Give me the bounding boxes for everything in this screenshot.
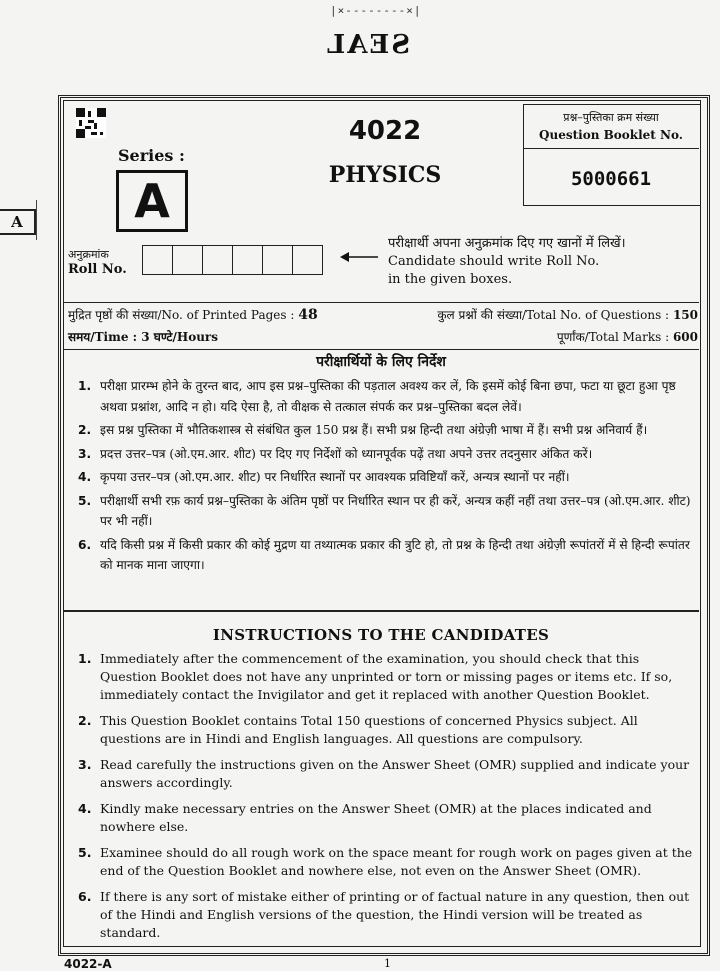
section-divider xyxy=(63,302,699,303)
cut-mark: |×--------×| xyxy=(330,4,422,17)
list-item: 6. यदि किसी प्रश्न में किसी प्रकार की कोई मुद्रण या तथ्यात्मक प्रकार की त्रुटि हो, तो प्रश्न के हिन्दी तथा अंग्रेज़ी रूपांतरों में से हिन्दी रूपांतर को मानक माना जाएगा। xyxy=(78,537,690,572)
list-item: 4. कृपया उत्तर–पत्र (ओ.एम.आर. शीट) पर निर्धारित स्थानों पर आवश्यक प्रविष्टियाँ करें, अन्यत्र स्थानों पर नहीं। xyxy=(78,470,570,484)
list-item: 1. परीक्षा प्रारम्भ होने के तुरन्त बाद, आप इस प्रश्न–पुस्तिका की पड़ताल अवश्य कर लें, कि इसमें कोई बिना छपा, फटा या छूटा हुआ पृष्ठ अथवा प्रश्नांश, आदि न हो। यदि ऐसा है, तो वीक्षक से तत्काल संपर्क कर प्रश्न–पुस्तिका बदल लेवें। xyxy=(78,379,676,414)
series-letter-box: A xyxy=(116,170,188,232)
roll-digit-box[interactable] xyxy=(262,245,293,275)
total-marks-value: 600 xyxy=(672,330,698,344)
booklet-divider xyxy=(523,148,699,149)
roll-note-hindi: परीक्षार्थी अपना अनुक्रमांक दिए गए खानों में लिखें। xyxy=(388,236,626,251)
total-questions xyxy=(437,306,698,323)
series-label: Series : xyxy=(118,146,185,165)
total-questions-label: कुल प्रश्नों की संख्या/Total No. of Questions : xyxy=(437,308,670,322)
section-divider xyxy=(63,610,699,612)
list-item: 6. If there is any sort of mistake either of printing or of factual nature in any question, then out of the Hindi and English versions of the question, the Hindi version will be treated as standard. xyxy=(78,889,690,940)
total-marks xyxy=(557,328,698,345)
exam-code: 4022 xyxy=(348,116,422,146)
footer-code: 4022-A xyxy=(64,957,112,971)
list-item: 1. Immediately after the commencement of the examination, you should check that this Question Booklet does not have any unprinted or torn or missing pages or items etc. If so, immediately contact the Invigilator and get it replaced with another Question Booklet. xyxy=(78,651,673,702)
printed-pages-value: 48 xyxy=(298,307,318,323)
total-marks-label: पूर्णांक/Total Marks : xyxy=(556,330,670,344)
hindi-instructions-heading: परीक्षार्थियों के लिए निर्देश xyxy=(316,354,446,370)
exam-subject: PHYSICS xyxy=(328,162,442,188)
arrow-left-icon xyxy=(340,250,380,264)
booklet-number: 5000661 xyxy=(570,168,652,190)
list-item: 5. परीक्षार्थी सभी रफ़ कार्य प्रश्न–पुस्तिका के अंतिम पृष्ठों पर निर्धारित स्थान पर ही करें, अन्यत्र कहीं नहीं तथा उत्तर–पत्र (ओ.एम.आर. शीट) पर भी नहीं। xyxy=(78,493,691,528)
roll-note-english-2: in the given boxes. xyxy=(388,272,513,287)
list-item: 5. Examinee should do all rough work on the space meant for rough work on pages given at the end of the Question Booklet and nowhere else, not even on the Answer Sheet (OMR). xyxy=(78,845,693,878)
roll-note-english-1: Candidate should write Roll No. xyxy=(388,254,600,269)
roll-digit-box[interactable] xyxy=(292,245,323,275)
section-divider xyxy=(63,349,699,350)
booklet-label-english: Question Booklet No. xyxy=(539,128,683,142)
hindi-instructions-list xyxy=(78,376,696,579)
side-series-tab: A xyxy=(0,209,36,235)
roll-label-english: Roll No. xyxy=(68,262,127,277)
list-item: 2. इस प्रश्न पुस्तिका में भौतिकशास्त्र से संबंधित कुल 150 प्रश्न हैं। सभी प्रश्न हिन्दी तथा अंग्रेज़ी भाषा में हैं। सभी प्रश्न अनिवार्य हैं। xyxy=(78,423,648,437)
english-instructions-heading: INSTRUCTIONS TO THE CANDIDATES xyxy=(212,626,550,644)
page-number: 1 xyxy=(384,957,391,970)
roll-digit-box[interactable] xyxy=(232,245,263,275)
printed-pages-label: मुद्रित पृष्ठों की संख्या/No. of Printed Pages : xyxy=(68,308,295,322)
booklet-label-hindi: प्रश्न–पुस्तिका क्रम संख्या xyxy=(563,111,659,124)
roll-number-boxes[interactable] xyxy=(142,245,322,275)
total-questions-value: 150 xyxy=(672,308,698,322)
exam-time: समय/Time : 3 घण्टे/Hours xyxy=(68,330,218,344)
roll-digit-box[interactable] xyxy=(172,245,203,275)
roll-digit-box[interactable] xyxy=(202,245,233,275)
list-item: 3. Read carefully the instructions given on the Answer Sheet (OMR) supplied and indicate your answers accordingly. xyxy=(78,757,690,790)
roll-label-hindi: अनुक्रमांक xyxy=(68,248,109,261)
qr-code-icon xyxy=(76,108,106,138)
list-item: 4. Kindly make necessary entries on the Answer Sheet (OMR) at the places indicated and nowhere else. xyxy=(78,801,652,834)
roll-instruction xyxy=(388,235,688,289)
roll-digit-box[interactable] xyxy=(142,245,173,275)
english-instructions-list xyxy=(78,650,696,950)
list-item: 2. This Question Booklet contains Total 150 questions of concerned Physics subject. All questions are in Hindi and English languages. All questions are compulsory. xyxy=(78,713,638,746)
printed-pages xyxy=(68,306,318,323)
list-item: 3. प्रदत्त उत्तर–पत्र (ओ.एम.आर. शीट) पर दिए गए निर्देशों को ध्यानपूर्वक पढ़ें तथा अपने उत्तर तदनुसार अंकित करें। xyxy=(78,446,593,461)
seal-label: SEAL xyxy=(325,30,411,60)
